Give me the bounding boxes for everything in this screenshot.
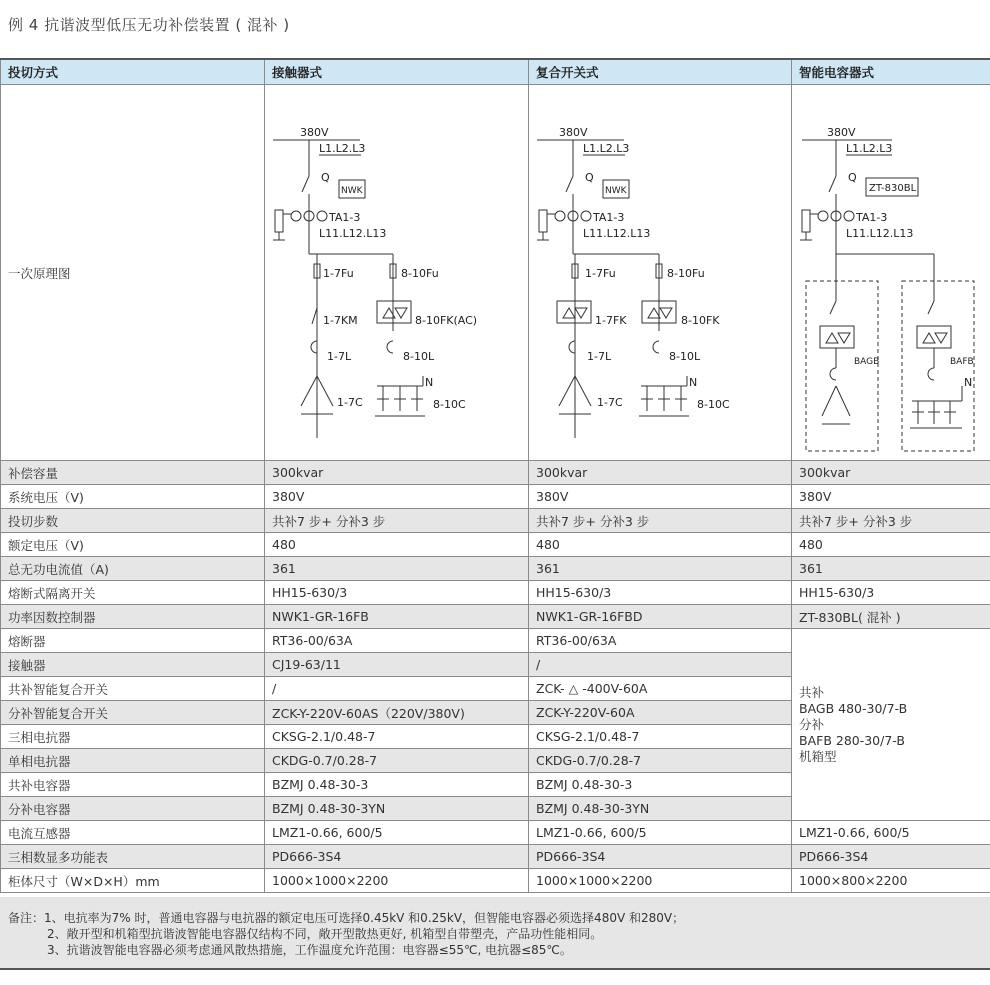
- row-label: 接触器: [1, 653, 265, 677]
- cell-composite: CKSG-2.1/0.48-7: [529, 725, 792, 749]
- cell-contactor: CJ19-63/11: [265, 653, 529, 677]
- cell-smart: 480: [792, 533, 990, 557]
- cell-composite: ZCK-Y-220V-60A: [529, 701, 792, 725]
- l1-label: 1-7L: [587, 350, 612, 363]
- page-title: 例 4 抗谐波型低压无功补偿装置 ( 混补 ): [8, 16, 290, 34]
- fu1-label: 1-7Fu: [585, 267, 616, 280]
- fu2-label: 8-10Fu: [401, 267, 439, 280]
- spec-table: [0, 58, 990, 893]
- header-row: [1, 59, 990, 85]
- composite-schematic: [529, 86, 790, 459]
- controller-label: NWK: [341, 186, 363, 196]
- fu2-label: 8-10Fu: [667, 267, 705, 280]
- box1-label: BAGB: [854, 357, 880, 367]
- cell-composite: CKDG-0.7/0.28-7: [529, 749, 792, 773]
- bus2-label: L11.L12.L13: [319, 227, 387, 240]
- cell-smart: 共补7 步+ 分补3 步: [792, 509, 990, 533]
- merged-line5: 机箱型: [799, 748, 837, 764]
- l2-label: 8-10L: [403, 350, 435, 363]
- row-label: 功率因数控制器: [1, 605, 265, 629]
- cell-composite: BZMJ 0.48-30-3: [529, 773, 792, 797]
- voltage-label: 380V: [827, 126, 856, 139]
- note-line-1: 备注：1、电抗率为7% 时，普通电容器与电抗器的额定电压可选择0.45kV 和0.25kV，但智能电容器必须选择480V 和280V；: [8, 911, 685, 925]
- diagram-contactor-cell: [265, 85, 529, 461]
- cell-composite: 480: [529, 533, 792, 557]
- header-composite: 复合开关式: [529, 59, 792, 85]
- notes: [0, 897, 990, 970]
- cell-contactor: LMZ1-0.66, 600/5: [265, 821, 529, 845]
- c1-label: 1-7C: [337, 396, 363, 409]
- cell-contactor: 1000×1000×2200: [265, 869, 529, 893]
- row-label: 共补电容器: [1, 773, 265, 797]
- table-row: [1, 629, 990, 653]
- controller-label: ZT-830BL: [869, 183, 917, 194]
- table-row: [1, 557, 990, 581]
- c1-label: 1-7C: [597, 396, 623, 409]
- note-line-2: 2、敞开型和机箱型抗谐波智能电容器仅结构不同，敞开型散热更好, 机箱型自带塑壳，产品功性能相同。: [47, 927, 603, 941]
- row-label: 三相电抗器: [1, 725, 265, 749]
- table-row: [1, 533, 990, 557]
- cell-composite: HH15-630/3: [529, 581, 792, 605]
- ta-label: TA1-3: [856, 211, 888, 224]
- row-label: 电流互感器: [1, 821, 265, 845]
- cell-composite: BZMJ 0.48-30-3YN: [529, 797, 792, 821]
- header-smart: 智能电容器式: [792, 59, 990, 85]
- cell-smart: 361: [792, 557, 990, 581]
- cell-contactor: 共补7 步+ 分补3 步: [265, 509, 529, 533]
- row-label: 系统电压（V): [1, 485, 265, 509]
- row-label: 分补电容器: [1, 797, 265, 821]
- cell-smart-merged: [792, 629, 990, 821]
- cell-composite: PD666-3S4: [529, 845, 792, 869]
- table-row: [1, 821, 990, 845]
- n-label: N: [425, 376, 434, 389]
- cell-smart: 380V: [792, 485, 990, 509]
- header-mode: 投切方式: [1, 59, 265, 85]
- n-label: N: [689, 376, 698, 389]
- table-row: [1, 461, 990, 485]
- cell-contactor: NWK1-GR-16FB: [265, 605, 529, 629]
- sw1-label: 1-7KM: [323, 314, 358, 327]
- table-row: [1, 581, 990, 605]
- row-label: 补偿容量: [1, 461, 265, 485]
- cell-contactor: ZCK-Y-220V-60AS（220V/380V): [265, 701, 529, 725]
- bus2-label: L11.L12.L13: [846, 227, 914, 240]
- q-label: Q: [585, 171, 594, 184]
- row-label: 熔断式隔离开关: [1, 581, 265, 605]
- q-label: Q: [321, 171, 330, 184]
- row-label: 单相电抗器: [1, 749, 265, 773]
- diagram-row-label: 一次原理图: [1, 85, 265, 461]
- cell-composite: LMZ1-0.66, 600/5: [529, 821, 792, 845]
- table-row: [1, 509, 990, 533]
- cell-composite: 1000×1000×2200: [529, 869, 792, 893]
- c2-label: 8-10C: [697, 398, 730, 411]
- cell-contactor: /: [265, 677, 529, 701]
- row-label: 三相数显多功能表: [1, 845, 265, 869]
- merged-line4: BAFB 280-30/7-B: [799, 732, 905, 748]
- n-label: N: [964, 376, 973, 389]
- row-label: 总无功电流值（A): [1, 557, 265, 581]
- cell-composite: ZCK- △ -400V-60A: [529, 677, 792, 701]
- row-label: 柜体尺寸（W×D×H）mm: [1, 869, 265, 893]
- cell-composite: 361: [529, 557, 792, 581]
- row-label: 分补智能复合开关: [1, 701, 265, 725]
- row-label: 投切步数: [1, 509, 265, 533]
- cell-contactor: 300kvar: [265, 461, 529, 485]
- merged-line1: 共补: [799, 684, 825, 700]
- table-row: [1, 485, 990, 509]
- voltage-label: 380V: [300, 126, 329, 139]
- cell-contactor: RT36-00/63A: [265, 629, 529, 653]
- cell-composite: 380V: [529, 485, 792, 509]
- cell-smart: ZT-830BL( 混补 ): [792, 605, 990, 629]
- diagram-composite-cell: [529, 85, 792, 461]
- header-contactor: 接触器式: [265, 59, 529, 85]
- bus-label: L1.L2.L3: [846, 142, 893, 155]
- cell-contactor: PD666-3S4: [265, 845, 529, 869]
- cell-composite: RT36-00/63A: [529, 629, 792, 653]
- ta-label: TA1-3: [593, 211, 625, 224]
- cell-smart: HH15-630/3: [792, 581, 990, 605]
- q-label: Q: [848, 171, 857, 184]
- merged-line3: 分补: [799, 716, 825, 732]
- bus2-label: L11.L12.L13: [583, 227, 651, 240]
- fu1-label: 1-7Fu: [323, 267, 354, 280]
- table-row: [1, 845, 990, 869]
- row-label: 熔断器: [1, 629, 265, 653]
- cell-smart: PD666-3S4: [792, 845, 990, 869]
- cell-composite: NWK1-GR-16FBD: [529, 605, 792, 629]
- cell-contactor: BZMJ 0.48-30-3: [265, 773, 529, 797]
- merged-line2: BAGB 480-30/7-B: [799, 700, 908, 716]
- c2-label: 8-10C: [433, 398, 466, 411]
- contactor-schematic: [265, 86, 527, 459]
- cell-contactor: CKSG-2.1/0.48-7: [265, 725, 529, 749]
- row-label: 额定电压（V): [1, 533, 265, 557]
- controller-label: NWK: [605, 186, 627, 196]
- diagram-row: [1, 85, 990, 461]
- cell-smart: 1000×800×2200: [792, 869, 990, 893]
- table-row: [1, 605, 990, 629]
- ta-label: TA1-3: [329, 211, 361, 224]
- l2-label: 8-10L: [669, 350, 701, 363]
- cell-contactor: CKDG-0.7/0.28-7: [265, 749, 529, 773]
- note-line-3: 3、抗谐波智能电容器必须考虑通风散热措施，工作温度允许范围：电容器≤55℃, 电抗器≤85℃。: [47, 943, 572, 957]
- cell-contactor: BZMJ 0.48-30-3YN: [265, 797, 529, 821]
- cell-composite: /: [529, 653, 792, 677]
- cell-contactor: 361: [265, 557, 529, 581]
- sw1-label: 1-7FK: [595, 314, 627, 327]
- bus-label: L1.L2.L3: [583, 142, 630, 155]
- cell-contactor: 480: [265, 533, 529, 557]
- box2-label: BAFB: [950, 357, 974, 367]
- bus-label: L1.L2.L3: [319, 142, 366, 155]
- table-row: [1, 869, 990, 893]
- cell-composite: 300kvar: [529, 461, 792, 485]
- l1-label: 1-7L: [327, 350, 352, 363]
- sw2-label: 8-10FK(AC): [415, 314, 478, 327]
- cell-contactor: 380V: [265, 485, 529, 509]
- cell-smart: 300kvar: [792, 461, 990, 485]
- voltage-label: 380V: [559, 126, 588, 139]
- cell-smart: LMZ1-0.66, 600/5: [792, 821, 990, 845]
- smart-schematic: [792, 86, 989, 459]
- cell-composite: 共补7 步+ 分补3 步: [529, 509, 792, 533]
- row-label: 共补智能复合开关: [1, 677, 265, 701]
- sw2-label: 8-10FK: [681, 314, 720, 327]
- diagram-smart-cell: [792, 85, 990, 461]
- cell-contactor: HH15-630/3: [265, 581, 529, 605]
